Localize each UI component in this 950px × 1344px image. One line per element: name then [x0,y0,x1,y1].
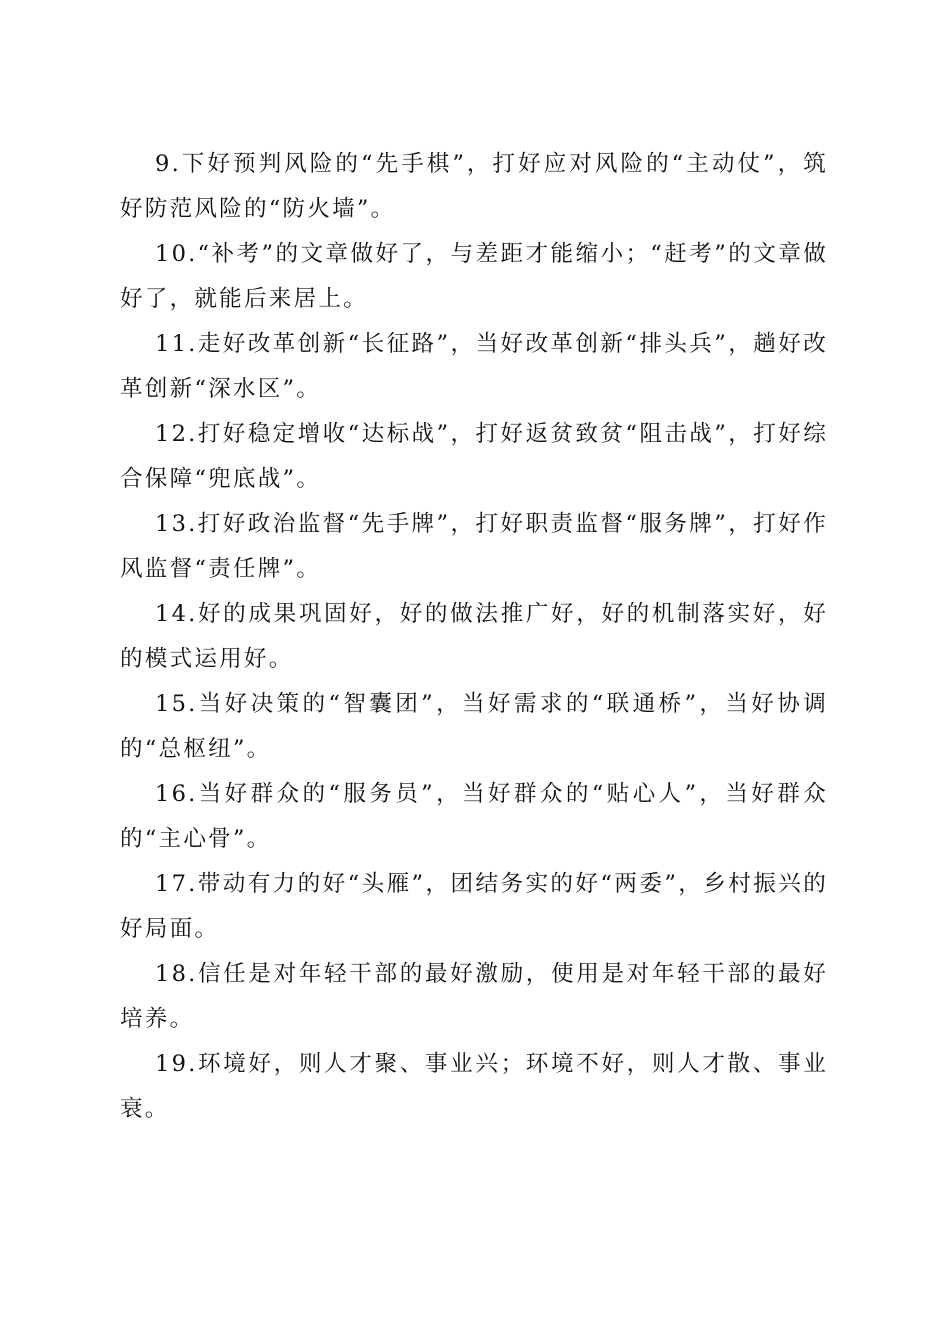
paragraph-15: 15.当好决策的“智囊团”，当好需求的“联通桥”，当好协调的“总枢纽”。 [120,691,828,762]
paragraph-17: 17.带动有力的好“头雁”，团结务实的好“两委”，乡村振兴的好局面。 [120,871,828,942]
paragraph-10: 10.“补考”的文章做好了，与差距才能缩小；“赶考”的文章做好了，就能后来居上。 [120,241,828,312]
paragraph-18: 18.信任是对年轻干部的最好激励，使用是对年轻干部的最好培养。 [120,961,828,1032]
paragraph-11: 11.走好改革创新“长征路”，当好改革创新“排头兵”，趟好改革创新“深水区”。 [120,331,828,402]
paragraph-13: 13.打好政治监督“先手牌”，打好职责监督“服务牌”，打好作风监督“责任牌”。 [120,511,828,582]
paragraph-12: 12.打好稳定增收“达标战”，打好返贫致贫“阻击战”，打好综合保障“兜底战”。 [120,421,828,492]
paragraph-14: 14.好的成果巩固好，好的做法推广好，好的机制落实好，好的模式运用好。 [120,601,828,672]
paragraph-16: 16.当好群众的“服务员”，当好群众的“贴心人”，当好群众的“主心骨”。 [120,781,828,852]
paragraph-9: 9.下好预判风险的“先手棋”，打好应对风险的“主动仗”，筑好防范风险的“防火墙”。 [120,151,828,222]
paragraph-19: 19.环境好，则人才聚、事业兴；环境不好，则人才散、事业衰。 [120,1051,828,1122]
document-body [120,142,828,1132]
